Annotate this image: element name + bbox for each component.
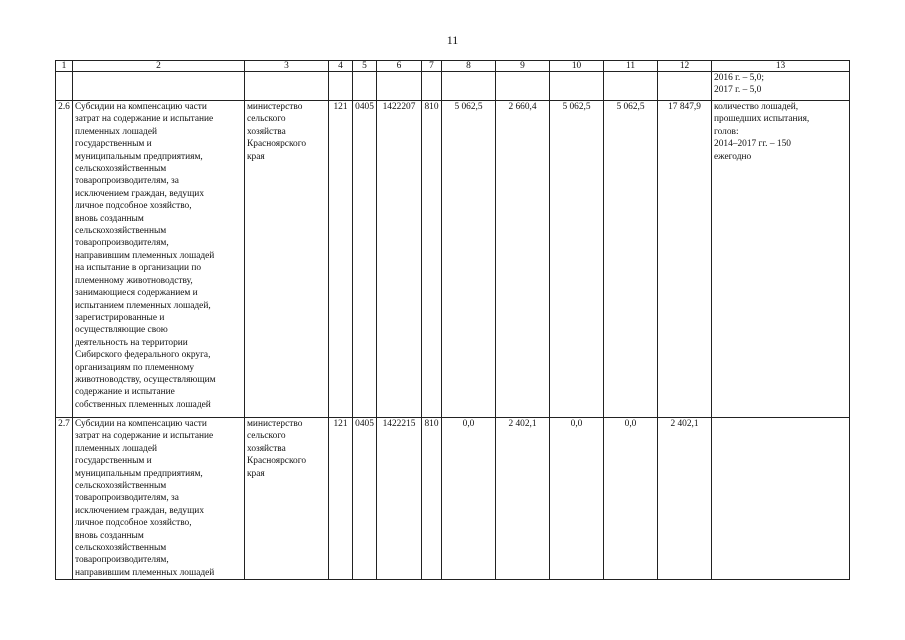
executor	[245, 418, 329, 580]
amount-cell: 2 402,1	[496, 418, 550, 580]
page-number: 11	[446, 33, 459, 47]
text-line: хозяйства	[247, 443, 286, 454]
text-line: сельскохозяйственным	[75, 226, 167, 237]
code-cell: 0405	[353, 418, 377, 580]
col-header: 7	[422, 61, 442, 72]
table-cell	[604, 72, 658, 101]
col-header: 12	[658, 61, 712, 72]
text-line: содержание и испытание	[75, 387, 175, 398]
col-header: 3	[245, 61, 329, 72]
text-line: Субсидии на компенсацию части	[75, 419, 207, 429]
text-line: испытанием племенных лошадей,	[75, 300, 211, 311]
text-line: Красноярского	[247, 139, 307, 150]
measure-name	[73, 101, 245, 418]
table-cell	[245, 72, 329, 101]
row-number: 2.6	[56, 101, 73, 418]
code-cell: 121	[329, 101, 353, 418]
col-header: 10	[550, 61, 604, 72]
text-line: племенных лошадей	[75, 126, 158, 137]
text-line: Красноярского	[247, 456, 307, 467]
table-cell	[73, 72, 245, 101]
text-line: муниципальным предприятиям,	[75, 468, 203, 479]
text-line: товаропроизводителям,	[75, 555, 169, 566]
text-line: исключением граждан, ведущих	[75, 505, 205, 516]
program-table	[55, 60, 850, 580]
col-header: 6	[377, 61, 422, 72]
col-header: 1	[56, 61, 73, 72]
table-cell	[442, 72, 496, 101]
text-line: племенных лошадей	[75, 443, 158, 454]
code-cell: 810	[422, 418, 442, 580]
row-number: 2.7	[56, 418, 73, 580]
text-line: личное подсобное хозяйство,	[75, 201, 192, 212]
text-line: исключением граждан, ведущих	[75, 188, 205, 199]
text-line: сельскохозяйственным	[75, 164, 167, 175]
text-line: зарегистрированные и	[75, 312, 165, 323]
col-header: 8	[442, 61, 496, 72]
amount-cell: 5 062,5	[604, 101, 658, 418]
executor	[245, 101, 329, 418]
text-line: министерство	[247, 102, 303, 112]
result-line: 2017 г. – 5,0	[714, 85, 762, 96]
col-header: 4	[329, 61, 353, 72]
text-line: сельского	[247, 431, 286, 442]
result-cell	[712, 72, 850, 101]
result-cell	[712, 418, 850, 580]
text-line: Субсидии на компенсацию части	[75, 102, 207, 112]
text-line: края	[247, 151, 265, 162]
total-cell: 2 402,1	[658, 418, 712, 580]
text-line: хозяйства	[247, 126, 286, 137]
text-line: занимающиеся содержанием и	[75, 288, 198, 299]
text-line: племенному животноводству,	[75, 275, 193, 286]
result-line: голов:	[714, 126, 739, 137]
amount-cell: 0,0	[550, 418, 604, 580]
amount-cell: 0,0	[604, 418, 658, 580]
code-cell: 0405	[353, 101, 377, 418]
col-header: 13	[712, 61, 850, 72]
result-cell	[712, 101, 850, 418]
table-cell	[658, 72, 712, 101]
code-cell: 810	[422, 101, 442, 418]
text-line: затрат на содержание и испытание	[75, 431, 214, 442]
table-cell	[550, 72, 604, 101]
continuation-row	[56, 72, 850, 101]
text-line: личное подсобное хозяйство,	[75, 518, 192, 529]
col-header: 11	[604, 61, 658, 72]
col-header: 9	[496, 61, 550, 72]
text-line: вновь созданным	[75, 530, 144, 541]
result-line: прошедших испытания,	[714, 114, 810, 125]
text-line: государственным и	[75, 456, 152, 467]
col-header: 5	[353, 61, 377, 72]
amount-cell: 2 660,4	[496, 101, 550, 418]
amount-cell: 5 062,5	[442, 101, 496, 418]
text-line: животноводству, осуществляющим	[75, 374, 216, 385]
text-line: деятельность на территории	[75, 337, 188, 348]
result-line: ежегодно	[714, 151, 752, 162]
text-line: организациям по племенному	[75, 362, 195, 373]
table-cell	[353, 72, 377, 101]
text-line: муниципальным предприятиям,	[75, 151, 203, 162]
text-line: вновь созданным	[75, 213, 144, 224]
column-number-row	[56, 61, 850, 72]
code-cell: 121	[329, 418, 353, 580]
text-line: затрат на содержание и испытание	[75, 114, 214, 125]
result-line: 2016 г. – 5,0;	[714, 73, 764, 83]
table-cell	[377, 72, 422, 101]
measure-name	[73, 418, 245, 580]
text-line: направившим племенных лошадей	[75, 567, 215, 578]
text-line: собственных племенных лошадей	[75, 399, 211, 410]
text-line: осуществляющие свою	[75, 325, 168, 336]
text-line: сельского	[247, 114, 286, 125]
table-cell	[422, 72, 442, 101]
text-line: товаропроизводителям, за	[75, 176, 179, 187]
amount-cell: 0,0	[442, 418, 496, 580]
text-line: сельскохозяйственным	[75, 543, 167, 554]
amount-cell: 5 062,5	[550, 101, 604, 418]
col-header: 2	[73, 61, 245, 72]
text-line: министерство	[247, 419, 303, 429]
code-cell: 1422207	[377, 101, 422, 418]
result-line: 2014–2017 гг. – 150	[714, 139, 791, 150]
text-line: направившим племенных лошадей	[75, 250, 215, 261]
code-cell: 1422215	[377, 418, 422, 580]
table-cell	[56, 72, 73, 101]
table-cell	[496, 72, 550, 101]
table-row	[56, 418, 850, 580]
table-row	[56, 101, 850, 418]
text-line: государственным и	[75, 139, 152, 150]
table-cell	[329, 72, 353, 101]
text-line: края	[247, 468, 265, 479]
total-cell: 17 847,9	[658, 101, 712, 418]
text-line: товаропроизводителям, за	[75, 493, 179, 504]
result-line: количество лошадей,	[714, 102, 799, 112]
text-line: сельскохозяйственным	[75, 481, 167, 492]
text-line: Сибирского федерального округа,	[75, 350, 211, 361]
text-line: на испытание в организации по	[75, 263, 202, 274]
text-line: товаропроизводителям,	[75, 238, 169, 249]
